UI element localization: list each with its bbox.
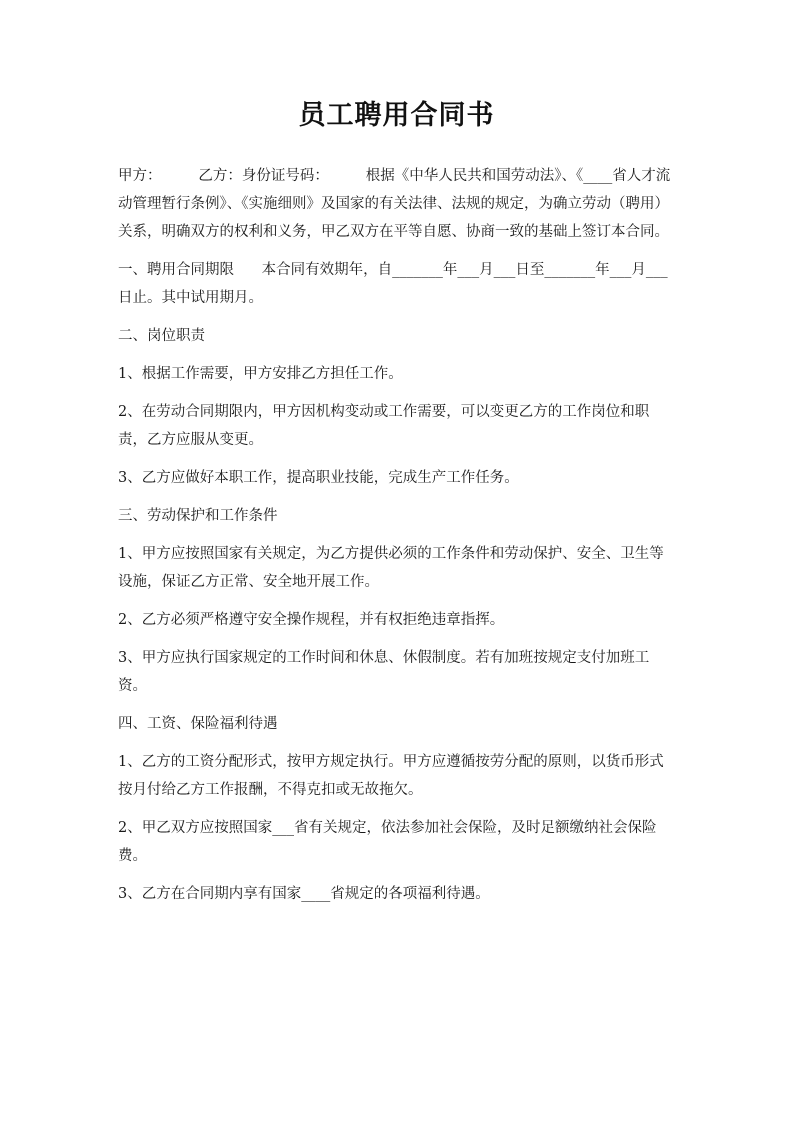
clause-protection-2: 2、乙方必须严格遵守安全操作规程，并有权拒绝违章指挥。	[118, 612, 505, 628]
clause-wages-3: 3、乙方在合同期内享有国家____省规定的各项福利待遇。	[118, 886, 490, 902]
section-contract-term: 一、聘用合同期限 本合同有效期年，自_______年___月___日至_______年___月___日止。其中试用期月。	[118, 262, 668, 306]
preamble-paragraph: 甲方： 乙方：身份证号码： 根据《中华人民共和国劳动法》、《____省人才流动管理暂行条例》、《实施细则》及国家的有关法律、法规的规定，为确立劳动（聘用）关系，明确双方的权利和义务，甲乙双方在平等自愿、协商一致的基础上签订本合同。	[118, 168, 671, 240]
clause-wages-1: 1、乙方的工资分配形式，按甲方规定执行。甲方应遵循按劳分配的原则，以货币形式按月付给乙方工作报酬，不得克扣或无故拖欠。	[118, 754, 664, 798]
clause-protection-1: 1、甲方应按照国家有关规定，为乙方提供必须的工作条件和劳动保护、安全、卫生等设施，保证乙方正常、安全地开展工作。	[118, 546, 664, 590]
section-heading-duties: 二、岗位职责	[118, 328, 205, 344]
document-body	[118, 162, 678, 918]
clause-duties-1: 1、根据工作需要，甲方安排乙方担任工作。	[118, 366, 403, 382]
clause-duties-3: 3、乙方应做好本职工作，提高职业技能，完成生产工作任务。	[118, 470, 519, 486]
document-title: 员工聘用合同书	[298, 100, 495, 131]
clause-duties-2: 2、在劳动合同期限内，甲方因机构变动或工作需要，可以变更乙方的工作岗位和职责，乙方应服从变更。	[118, 404, 650, 448]
clause-protection-3: 3、甲方应执行国家规定的工作时间和休息、休假制度。若有加班按规定支付加班工资。	[118, 650, 650, 694]
section-heading-protection: 三、劳动保护和工作条件	[118, 508, 278, 524]
section-heading-wages: 四、工资、保险福利待遇	[118, 716, 278, 732]
clause-wages-2: 2、甲乙双方应按照国家___省有关规定，依法参加社会保险，及时足额缴纳社会保险费。	[118, 820, 657, 864]
